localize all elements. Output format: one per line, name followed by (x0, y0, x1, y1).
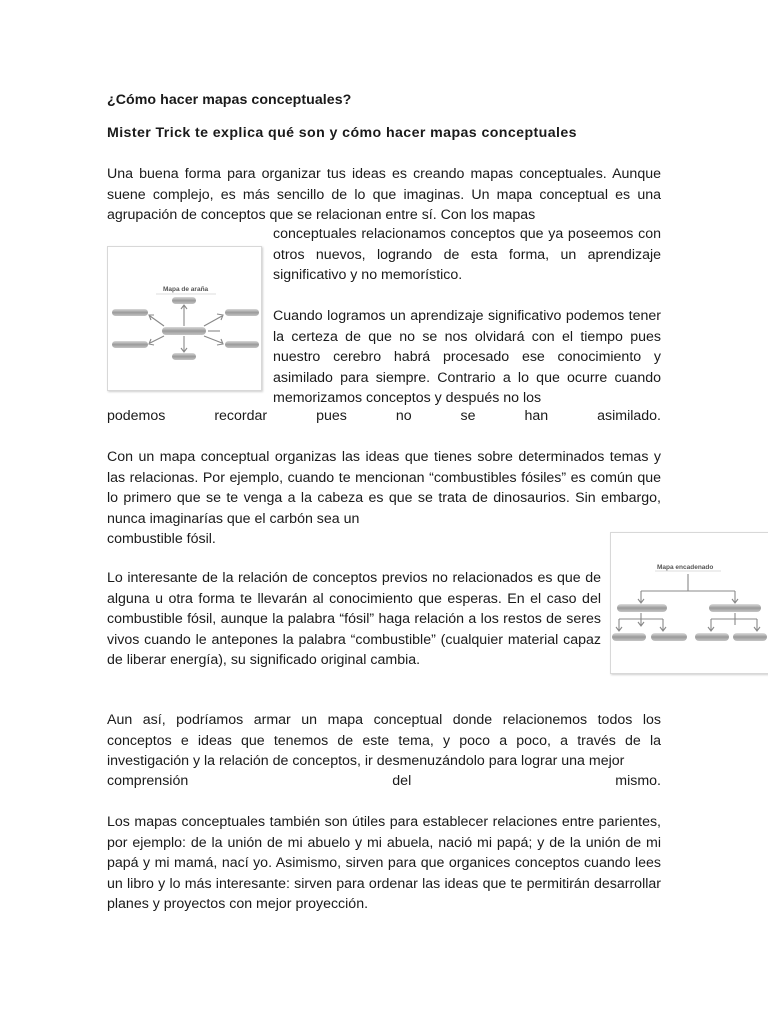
paragraph-5: Aun así, podríamos armar un mapa conceptual donde relacionemos todos los conceptos e ideas que tenemos de este tema, y poco a poco, a través de la investigación y la relación de conceptos, ir desmenuzándolo para lograr una mejor (107, 712, 661, 770)
paragraph-2-tail: podemos recordar pues no se han asimilado. (107, 408, 661, 424)
spider-map-label: Mapa de araña (163, 286, 209, 293)
chain-map-figure (610, 532, 768, 674)
document-title: ¿Cómo hacer mapas conceptuales? (107, 92, 352, 108)
paragraph-5-tail: comprensión del mismo. (107, 773, 661, 789)
paragraph-4: Lo interesante de la relación de conceptos previos no relacionados es que de alguna u otra forma te llevarán al conocimiento que esperas. En el caso del combustible fósil, aunque la palabra “fósil” haga relación a los restos de seres vivos cuando le antepones la palabra “combustible” (cualquier material capaz de liberar energía), su significado original cambia. (107, 570, 601, 669)
chain-map-label: Mapa encadenado (657, 564, 714, 571)
paragraph-1-continued: conceptuales relacionamos conceptos que ya poseemos con otros nuevos, logrando de esta forma, un aprendizaje significativo y no memorístico. (273, 226, 661, 284)
paragraph-3 (107, 447, 661, 529)
document-subtitle: Mister Trick te explica qué son y cómo hacer mapas conceptuales (107, 125, 577, 141)
paragraph-3-text: Con un mapa conceptual organizas las ideas que tienes sobre determinados temas y las relacionas. Por ejemplo, cuando te mencionan “combustibles fósiles” es común que lo primero que se te venga a la cabeza es que se trata de dinosaurios. Sin embargo, nunca imaginarías que el carbón sea un (107, 449, 661, 527)
paragraph-1: Una buena forma para organizar tus ideas es creando mapas conceptuales. Aunque suene complejo, es más sencillo de lo que imaginas. Un mapa conceptual es una agrupación de conceptos que se relacionan entre sí. Con los mapas (107, 166, 661, 224)
paragraph-2: Cuando logramos un aprendizaje significativo podemos tener la certeza de que no se nos olvidará con el tiempo pues nuestro cerebro habrá procesado ese conocimiento y asimilado para siempre. Contrario a lo que ocurre cuando memorizamos conceptos y después no los (273, 308, 661, 407)
paragraph-6: Los mapas conceptuales también son útiles para establecer relaciones entre parientes, por ejemplo: de la unión de mi abuelo y mi abuela, nació mi papá; y de la unión de mi papá y mi mamá, nací yo. Asimismo, sirven para que organices conceptos cuando lees un libro y lo más interesante: sirven para ordenar las ideas que te permitirán desarrollar planes y proyectos con mejor proyección. (107, 814, 661, 913)
paragraph-3-tail: combustible fósil. (107, 531, 216, 547)
spider-map-figure (107, 246, 262, 391)
